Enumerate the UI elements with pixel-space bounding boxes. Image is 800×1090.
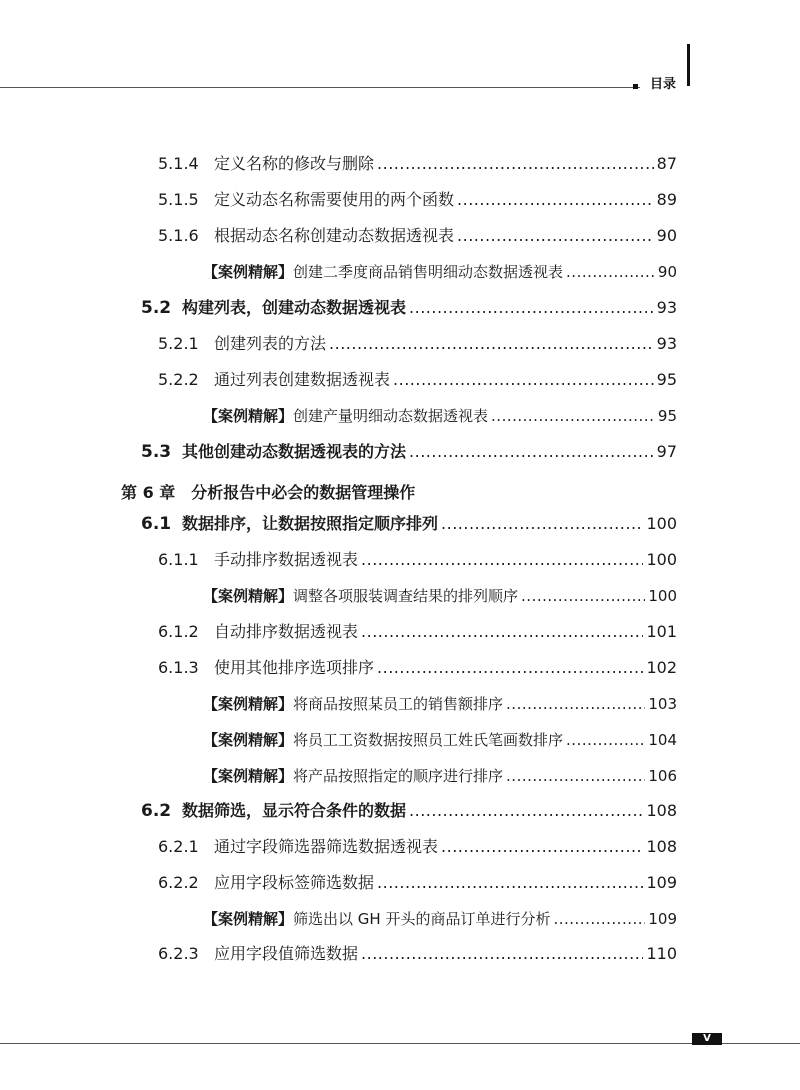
toc-entry-number: 6.2.3: [158, 944, 199, 963]
toc-entry-title: 其他创建动态数据透视表的方法: [182, 442, 407, 461]
toc-leader: [361, 549, 643, 571]
toc-entry: [158, 369, 677, 391]
case-tag: 【案例精解】: [203, 695, 294, 713]
toc-leader: [377, 872, 643, 894]
toc-entry: [158, 549, 677, 571]
toc-entry: [158, 836, 677, 858]
toc-entry-title: 筛选出以 GH 开头的商品订单进行分析: [293, 910, 551, 928]
toc-entry: [158, 872, 677, 894]
toc-entry-title: 根据动态名称创建动态数据透视表: [214, 226, 455, 245]
toc-entry-page: 89: [656, 190, 677, 209]
toc-case-entry: [203, 585, 677, 607]
toc-entry: [158, 153, 677, 175]
case-tag: 【案例精解】: [203, 263, 294, 281]
toc-entry: [158, 657, 677, 679]
toc-leader: [566, 261, 655, 283]
chapter-heading: 第 6 章 分析报告中必会的数据管理操作: [121, 483, 416, 502]
toc-entry: [158, 943, 677, 965]
toc-entry-page: 103: [648, 695, 677, 713]
toc-case-entry: [203, 693, 677, 715]
toc-entry-page: 93: [656, 298, 677, 317]
toc-leader: [377, 153, 654, 175]
toc-entry: [158, 225, 677, 247]
toc-entry-page: 101: [646, 622, 677, 641]
toc-entry-number: 5.1.4: [158, 154, 199, 173]
toc-entry-page: 102: [646, 658, 677, 677]
toc-entry-page: 87: [656, 154, 677, 173]
toc-leader: [361, 621, 643, 643]
case-tag: 【案例精解】: [203, 767, 294, 785]
page-header-title: 目录: [650, 77, 677, 92]
toc-entry-page: 109: [646, 873, 677, 892]
toc-entry: [158, 333, 677, 355]
toc-leader: [457, 225, 654, 247]
toc-leader: [409, 297, 654, 319]
toc-entry-page: 108: [646, 801, 677, 820]
toc-entry-title: 将产品按照指定的顺序进行排序: [293, 767, 504, 785]
header-bar: [687, 44, 690, 86]
toc-entry-number: 6.1.1: [158, 550, 199, 569]
toc-entry-number: 6.2.2: [158, 873, 199, 892]
toc-entry-page: 100: [648, 587, 677, 605]
toc-entry-number: 5.2.1: [158, 334, 199, 353]
header-rule: [0, 87, 640, 88]
toc-leader: [361, 943, 643, 965]
toc-entry-number: 5.1.5: [158, 190, 199, 209]
toc-entry-page: 90: [657, 263, 677, 281]
toc-leader: [566, 729, 645, 751]
page-number-badge: V: [692, 1033, 722, 1045]
toc-entry-title: 调整各项服装调查结果的排列顺序: [293, 587, 519, 605]
toc-entry-title: 创建二季度商品销售明细动态数据透视表: [293, 263, 564, 281]
toc-leader: [521, 585, 645, 607]
toc-entry-title: 手动排序数据透视表: [214, 550, 359, 569]
toc-leader: [457, 189, 654, 211]
toc-case-entry: [203, 908, 677, 930]
toc-entry-page: 97: [656, 442, 677, 461]
toc-entry-page: 108: [646, 837, 677, 856]
toc-entry: [158, 189, 677, 211]
toc-entry-title: 构建列表，创建动态数据透视表: [182, 298, 407, 317]
toc-entry-title: 使用其他排序选项排序: [214, 658, 375, 677]
header-dot: [633, 84, 638, 89]
toc-leader: [506, 693, 645, 715]
toc-leader: [377, 657, 643, 679]
footer-rule: [0, 1043, 800, 1044]
toc-leader: [329, 333, 654, 355]
toc-case-entry: [203, 261, 677, 283]
toc-entry-number: 6.1.2: [158, 622, 199, 641]
toc-section: [141, 441, 677, 463]
toc-entry: [158, 621, 677, 643]
toc-entry-title: 通过列表创建数据透视表: [214, 370, 391, 389]
toc-entry-number: 5.2: [141, 298, 172, 318]
toc-entry-page: 95: [656, 370, 677, 389]
toc-entry-page: 100: [646, 550, 677, 569]
toc-leader: [506, 765, 645, 787]
toc-entry-page: 106: [648, 767, 677, 785]
toc-entry-number: 5.3: [141, 442, 172, 462]
toc-case-entry: [203, 729, 677, 751]
toc-leader: [441, 836, 643, 858]
toc-section: [141, 800, 677, 822]
toc-entry-number: 6.2: [141, 801, 172, 821]
toc-entry-page: 110: [646, 944, 677, 963]
toc-entry-number: 5.2.2: [158, 370, 199, 389]
toc-case-entry: [203, 765, 677, 787]
toc-entry-title: 创建产量明细动态数据透视表: [293, 407, 489, 425]
toc-entry-title: 自动排序数据透视表: [214, 622, 359, 641]
case-tag: 【案例精解】: [203, 587, 294, 605]
toc-section: [141, 297, 677, 319]
toc-entry-title: 将员工工资数据按照员工姓氏笔画数排序: [293, 731, 564, 749]
toc-leader: [491, 405, 655, 427]
case-tag: 【案例精解】: [203, 407, 294, 425]
toc-entry-page: 93: [656, 334, 677, 353]
toc-entry-number: 6.1: [141, 514, 172, 534]
toc-leader: [393, 369, 654, 391]
toc-entry-page: 95: [657, 407, 677, 425]
toc-case-entry: [203, 405, 677, 427]
toc-leader: [553, 908, 645, 930]
toc-entry-page: 104: [648, 731, 677, 749]
toc-entry-title: 将商品按照某员工的销售额排序: [293, 695, 504, 713]
toc-entry-title: 定义动态名称需要使用的两个函数: [214, 190, 455, 209]
toc-leader: [409, 800, 643, 822]
toc-section: [141, 513, 677, 535]
toc-entry-title: 创建列表的方法: [214, 334, 327, 353]
toc-entry-title: 定义名称的修改与删除: [214, 154, 375, 173]
toc-entry-number: 6.2.1: [158, 837, 199, 856]
toc-entry-number: 6.1.3: [158, 658, 199, 677]
toc-leader: [409, 441, 654, 463]
toc-entry-title: 应用字段标签筛选数据: [214, 873, 375, 892]
toc-entry-title: 数据筛选，显示符合条件的数据: [182, 801, 407, 820]
toc-entry-page: 90: [656, 226, 677, 245]
toc-entry-title: 应用字段值筛选数据: [214, 944, 359, 963]
toc-entry-number: 5.1.6: [158, 226, 199, 245]
toc-entry-page: 109: [648, 910, 677, 928]
toc-entry-title: 通过字段筛选器筛选数据透视表: [214, 837, 439, 856]
case-tag: 【案例精解】: [203, 910, 294, 928]
toc-entry-page: 100: [646, 514, 677, 533]
case-tag: 【案例精解】: [203, 731, 294, 749]
toc-leader: [441, 513, 643, 535]
toc-entry-title: 数据排序，让数据按照指定顺序排列: [182, 514, 439, 533]
